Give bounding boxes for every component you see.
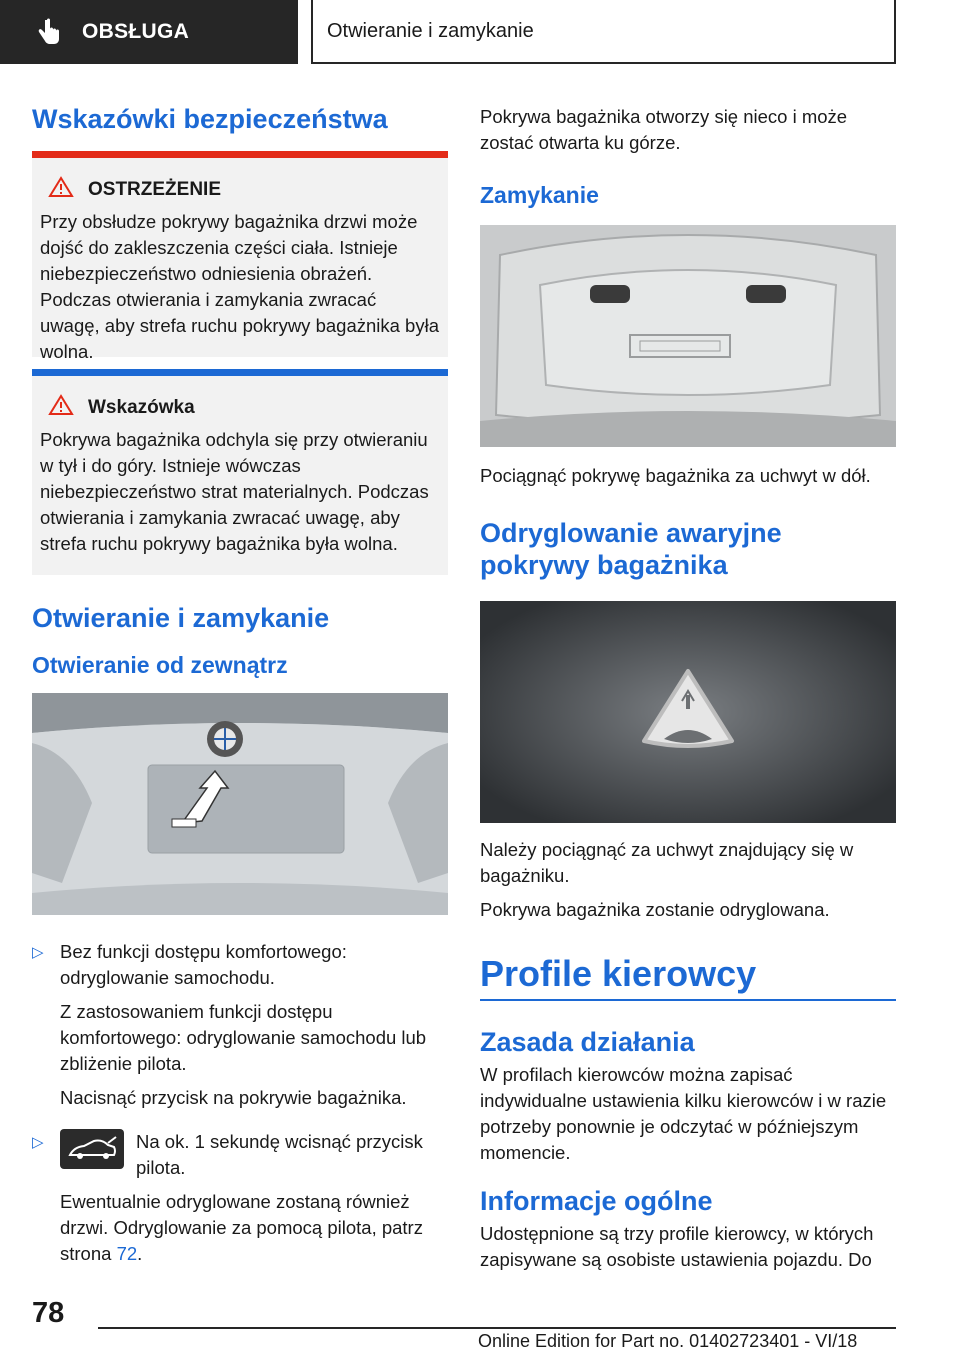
triangle-bullet-icon: ▷	[32, 1134, 44, 1151]
warning-title: OSTRZEŻENIE	[88, 178, 222, 200]
emergency-release-photo	[480, 601, 896, 823]
note-text: Pokrywa bagażnika odchyla się przy otwieraniu w tył i do góry. Istnieje wówczas niebezpieczeństwo strat materialnych. Podczas otwierania i zamykania zwracać uwagę, aby strefa ruchu pokrywy bagażnika była wolna.	[40, 429, 429, 554]
footer-edition: Online Edition for Part no. 01402723401 - VI/18	[478, 1331, 858, 1351]
left-column	[32, 92, 448, 1267]
closing-heading: Zamykanie	[480, 182, 599, 208]
step-2-text-a: Na ok. 1 sekundę wcisnąć przycisk pilota.	[136, 1131, 423, 1178]
profiles-heading: Profile kierowcy	[480, 953, 757, 994]
footer-rule	[98, 1327, 896, 1329]
header-section-label: OBSŁUGA	[82, 20, 190, 43]
list-item-step-2	[32, 1129, 448, 1267]
note-title: Wskazówka	[88, 396, 195, 418]
header-chapter-label: Otwieranie i zamykanie	[327, 19, 534, 42]
page-link-72[interactable]: 72	[116, 1243, 138, 1264]
general-text: Udostępnione są trzy profile kierowcy, w których zapisywane są osobiste ustawienia pojazdu. Do	[480, 1223, 874, 1270]
warning-text: Przy obsłudze pokrywy bagażnika drzwi może dojść do zakleszczenia części ciała. Istnieje niebezpieczeństwo odniesienia obrażeń. Podczas otwierania i zamykania zwracać uwagę, aby strefa ruchu pokrywy bagażnika była wolna.	[40, 211, 439, 362]
step-1-text-b: Z zastosowaniem funkcji dostępu komfortowego: odryglowanie samochodu lub zbliżenie pilota.	[60, 1001, 427, 1074]
principle-text: W profilach kierowców można zapisać indywidualne ustawienia kilku kierowców i w razie potrzeby ponownie je odczytać w późniejszym momencie.	[480, 1064, 887, 1163]
open-close-heading: Otwieranie i zamykanie	[32, 603, 330, 633]
safety-heading: Wskazówki bezpieczeństwa	[32, 104, 388, 134]
general-heading: Informacje ogólne	[480, 1186, 713, 1216]
emergency-text-1: Należy pociągnąć za uchwyt znajdujący się w bagażniku.	[480, 839, 854, 886]
from-outside-heading: Otwieranie od zewnątrz	[32, 652, 288, 678]
note-triangle-icon	[48, 394, 74, 421]
warning-triangle-icon	[48, 176, 74, 203]
note-box	[32, 369, 448, 575]
header-section-tab	[0, 0, 298, 64]
closing-caption: Pociągnąć pokrywę bagażnika za uchwyt w dół.	[480, 465, 871, 486]
hand-pointer-icon	[34, 17, 64, 47]
step-1-text-a: Bez funkcji dostępu komfortowego: odryglowanie samochodu.	[60, 941, 347, 988]
principle-heading: Zasada działania	[480, 1027, 695, 1057]
step-2-text-b: Ewentualnie odryglowane zostaną również drzwi. Odryglowanie za pomocą pilota, patrz strona 72.	[60, 1191, 423, 1264]
remote-trunk-button-icon	[60, 1129, 124, 1181]
intro-text: Pokrywa bagażnika otworzy się nieco i może zostać otwarta ku górze.	[480, 106, 848, 153]
emergency-text-2: Pokrywa bagażnika zostanie odryglowana.	[480, 899, 830, 920]
profiles-rule	[480, 999, 896, 1001]
header-chapter	[311, 0, 896, 64]
list-item-step-1	[32, 939, 448, 1111]
right-column	[480, 104, 896, 1273]
page-number: 78	[32, 1297, 65, 1329]
trunk-exterior-photo	[32, 693, 448, 915]
trunk-lid-interior-photo	[480, 225, 896, 447]
triangle-bullet-icon: ▷	[32, 944, 44, 961]
warning-box	[32, 151, 448, 362]
step-1-text-c: Nacisnąć przycisk na pokrywie bagażnika.	[60, 1087, 407, 1108]
emergency-heading: Odryglowanie awaryjne pokrywy bagażnika	[480, 518, 782, 580]
